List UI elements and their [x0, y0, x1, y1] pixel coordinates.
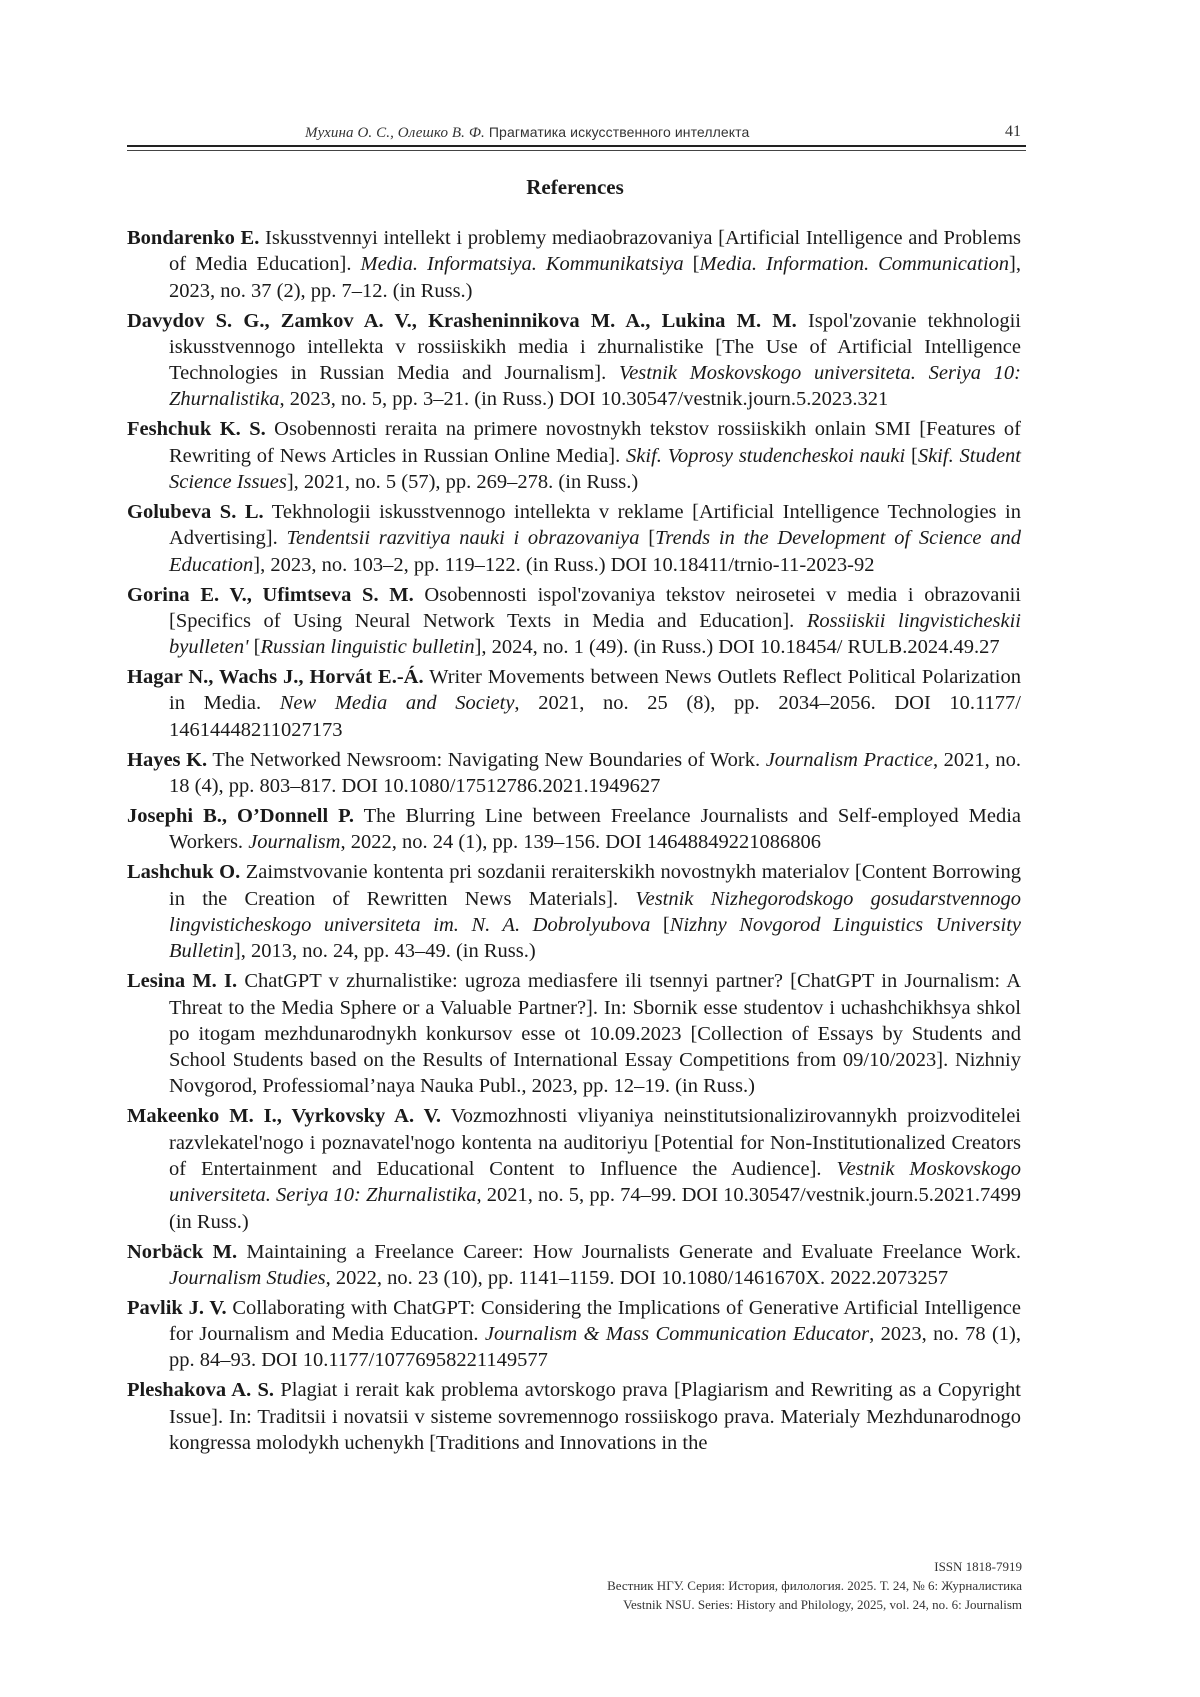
- reference-text: , 2021, no. 25 (8), pp. 2034–2056. DOI 10.1177/ 14614448211027173: [169, 692, 1021, 740]
- reference-source-italic: Rossiiskii lingvisticheskii byulleten': [169, 610, 1021, 658]
- reference-entry: [127, 747, 1021, 800]
- reference-authors: Feshchuk K. S.: [127, 418, 266, 440]
- reference-text: Ispol'zovanie tekhnologii iskusstvennogo intellekta v rossiiskikh media i zhurnalistike [The Use of Artificial Intelligence Technologies in Russian Media and Journalism].: [169, 310, 1021, 385]
- reference-text: ], 2023, no. 37 (2), pp. 7–12. (in Russ.): [169, 253, 1021, 301]
- reference-authors: Makeenko M. I., Vyrkovsky A. V.: [127, 1105, 441, 1127]
- section-heading: References: [0, 175, 1150, 200]
- reference-source-italic: Trends in the Development of Science and Education: [169, 527, 1021, 575]
- reference-source-italic: Nizhny Novgorod Linguistics University Bulletin: [169, 914, 1021, 962]
- reference-text: ChatGPT v zhurnalistike: ugroza mediasfere ili tsennyi partner? [ChatGPT in Journalism: A Threat to the Media Sphere or a Valuable Partner?]. In: Sbornik esse studentov i uchashchikhsya shkol po itogam mezhdunarodnykh konkursov esse ot 10.09.2023 [Collection of Essays by Students and School Students based on the Results of International Essay Competitions from 09/10/2023]. Nizhniy Novgorod, Professiomal’naya Nauka Publ., 2023, pp. 12–19. (in Russ.): [169, 970, 1021, 1097]
- reference-text: Writer Movements between News Outlets Reflect Political Polarization in Media.: [169, 666, 1021, 714]
- journal-page: [0, 0, 1200, 1697]
- reference-entry: [127, 664, 1021, 743]
- footer-issn: ISSN 1818-7919: [607, 1557, 1022, 1576]
- reference-text: Iskusstvennyi intellekt i problemy mediaobrazovaniya [Artificial Intelligence and Problems of Media Education].: [169, 227, 1021, 275]
- reference-authors: Gorina E. V., Ufimtseva S. M.: [127, 584, 414, 606]
- reference-source-italic: Vestnik Moskovskogo universiteta. Seriya 10: Zhurnalistika: [169, 1158, 1021, 1206]
- header-rule: [127, 145, 1026, 147]
- reference-text: , 2021, no. 18 (4), pp. 803–817. DOI 10.1080/17512786.2021.1949627: [169, 749, 1021, 797]
- reference-source-italic: Russian linguistic bulletin: [260, 636, 474, 658]
- reference-text: [: [905, 445, 918, 467]
- running-head: [305, 124, 765, 142]
- reference-source-italic: Media. Informatsiya. Kommunikatsiya: [361, 253, 684, 275]
- reference-text: [: [640, 527, 656, 549]
- reference-authors: Golubeva S. L.: [127, 501, 264, 523]
- reference-text: [: [650, 914, 669, 936]
- reference-text: Osobennosti ispol'zovaniya tekstov neirosetei v media i obrazovanii [Specifics of Using Neural Network Texts in Media and Education].: [169, 584, 1021, 632]
- reference-entry: [127, 859, 1021, 964]
- reference-source-italic: Journalism Studies: [169, 1267, 326, 1289]
- reference-source-italic: Vestnik Moskovskogo universiteta. Seriya 10: Zhurnalistika: [169, 362, 1021, 410]
- footer-journal-en: Vestnik NSU. Series: History and Philology, 2025, vol. 24, no. 6: Journalism: [607, 1595, 1022, 1614]
- reference-authors: Pleshakova A. S.: [127, 1379, 274, 1401]
- reference-text: ], 2021, no. 5 (57), pp. 269–278. (in Russ.): [287, 471, 638, 493]
- reference-text: , 2021, no. 5, pp. 74–99. DOI 10.30547/vestnik.journ.5.2021.7499 (in Russ.): [169, 1184, 1021, 1232]
- reference-source-italic: Skif. Student Science Issues: [169, 445, 1021, 493]
- references-list: [127, 225, 1021, 1460]
- reference-authors: Norbäck M.: [127, 1241, 237, 1263]
- reference-source-italic: Media. Information. Communication: [700, 253, 1010, 275]
- reference-entry: [127, 499, 1021, 578]
- reference-authors: Davydov S. G., Zamkov A. V., Krasheninnikova M. A., Lukina M. M.: [127, 310, 797, 332]
- header-rule-thin: [127, 150, 1026, 151]
- reference-text: Osobennosti reraita na primere novostnykh tekstov rossiiskikh onlain SMI [Features of Rewriting of News Articles in Russian Online Media].: [169, 418, 1021, 466]
- reference-text: , 2023, no. 78 (1), pp. 84–93. DOI 10.1177/10776958221149577: [169, 1323, 1021, 1371]
- reference-text: , 2022, no. 23 (10), pp. 1141–1159. DOI 10.1080/1461670X. 2022.2073257: [326, 1267, 949, 1289]
- reference-text: Tekhnologii iskusstvennogo intellekta v reklame [Artificial Intelligence Technologies in Advertising].: [169, 501, 1021, 549]
- reference-authors: Lashchuk O.: [127, 861, 240, 883]
- page-footer: [607, 1557, 1022, 1614]
- reference-source-italic: Journalism & Mass Communication Educator: [485, 1323, 869, 1345]
- reference-text: Vozmozhnosti vliyaniya neinstitutsionalizirovannykh proizvoditelei razvlekatel'nogo i poznavatel'nogo kontenta na auditoriyu [Potential for Non-Institutionalized Creators of Entertainment and Educational Content to Influence the Audience].: [169, 1105, 1021, 1180]
- reference-text: [: [684, 253, 700, 275]
- reference-text: ], 2013, no. 24, pp. 43–49. (in Russ.): [234, 940, 536, 962]
- reference-source-italic: Journalism Practice: [766, 749, 933, 771]
- reference-text: ], 2024, no. 1 (49). (in Russ.) DOI 10.18454/ RULB.2024.49.27: [475, 636, 1000, 658]
- reference-text: [: [249, 636, 261, 658]
- page-number: 41: [1005, 123, 1021, 141]
- reference-authors: Bondarenko E.: [127, 227, 259, 249]
- reference-entry: [127, 225, 1021, 304]
- reference-entry: [127, 308, 1021, 413]
- reference-text: The Blurring Line between Freelance Journalists and Self-employed Media Workers.: [169, 805, 1021, 853]
- reference-entry: [127, 1377, 1021, 1456]
- reference-text: , 2023, no. 5, pp. 3–21. (in Russ.) DOI 10.30547/vestnik.journ.5.2023.321: [280, 388, 889, 410]
- running-head-authors: Мухина О. С., Олешко В. Ф.: [305, 125, 485, 141]
- reference-text: Maintaining a Freelance Career: How Journalists Generate and Evaluate Freelance Work.: [237, 1241, 1021, 1263]
- footer-journal-ru: Вестник НГУ. Серия: История, филология. 2025. Т. 24, № 6: Журналистика: [607, 1576, 1022, 1595]
- reference-text: Zaimstvovanie kontenta pri sozdanii reraiterskikh novostnykh materialov [Content Borrowing in the Creation of Rewritten News Materials].: [169, 861, 1021, 909]
- reference-source-italic: Skif. Voprosy studencheskoi nauki: [626, 445, 905, 467]
- reference-authors: Hayes K.: [127, 749, 207, 771]
- reference-source-italic: New Media and Society: [280, 692, 515, 714]
- reference-entry: [127, 582, 1021, 661]
- reference-entry: [127, 968, 1021, 1099]
- reference-entry: [127, 803, 1021, 856]
- reference-authors: Hagar N., Wachs J., Horvát E.-Á.: [127, 666, 424, 688]
- running-head-title: Прагматика искусственного интеллекта: [489, 124, 750, 140]
- reference-authors: Pavlik J. V.: [127, 1297, 227, 1319]
- reference-text: , 2022, no. 24 (1), pp. 139–156. DOI 14648849221086806: [340, 831, 821, 853]
- reference-text: The Networked Newsroom: Navigating New Boundaries of Work.: [207, 749, 766, 771]
- reference-entry: [127, 1295, 1021, 1374]
- reference-text: ], 2023, no. 103–2, pp. 119–122. (in Russ.) DOI 10.18411/trnio-11-2023-92: [253, 554, 874, 576]
- reference-entry: [127, 1239, 1021, 1292]
- reference-authors: Lesina M. I.: [127, 970, 237, 992]
- reference-authors: Josephi B., O’Donnell P.: [127, 805, 354, 827]
- reference-entry: [127, 1103, 1021, 1234]
- reference-source-italic: Vestnik Nizhegorodskogo gosudarstvennogo lingvisticheskogo universiteta im. N. A. Dobrolyubova: [169, 888, 1021, 936]
- reference-source-italic: Journalism: [248, 831, 340, 853]
- reference-text: Collaborating with ChatGPT: Considering the Implications of Generative Artificial Intelligence for Journalism and Media Education.: [169, 1297, 1021, 1345]
- reference-text: Plagiat i rerait kak problema avtorskogo prava [Plagiarism and Rewriting as a Copyright Issue]. In: Traditsii i novatsii v sisteme sovremennogo rossiiskogo prava. Materialy Mezhdunarodnogo kongressa molodykh uchenykh [Traditions and Innovations in the: [169, 1379, 1021, 1454]
- reference-source-italic: Tendentsii razvitiya nauki i obrazovaniya: [286, 527, 639, 549]
- reference-entry: [127, 416, 1021, 495]
